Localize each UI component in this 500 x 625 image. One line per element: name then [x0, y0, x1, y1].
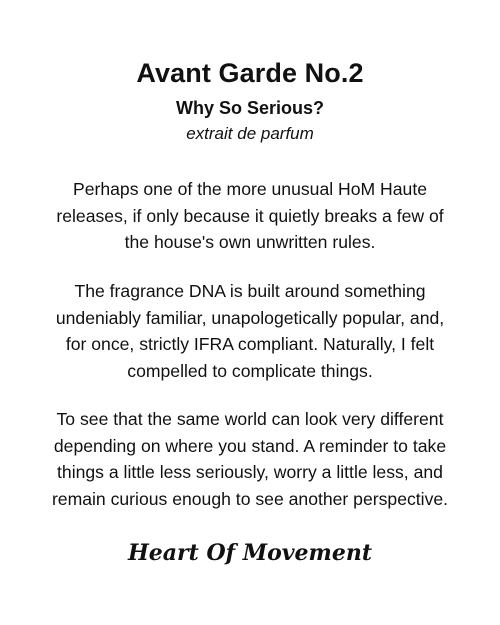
- paragraph-line: releases, if only because it quietly breaks a few of: [56, 205, 444, 226]
- description-paragraph-3: [30, 406, 470, 512]
- product-title: Avant Garde No.2: [136, 58, 364, 88]
- paragraph-line: for once, strictly IFRA compliant. Naturally, I felt: [65, 334, 435, 354]
- product-subtitle: Why So Serious?: [175, 98, 325, 118]
- paragraph-line: compelled to complicate things.: [127, 360, 373, 381]
- brand-signature: Heart Of Movement: [128, 540, 372, 566]
- paragraph-line: undeniably familiar, unapologetically popular, and,: [55, 307, 445, 328]
- product-type: extrait de parfum: [186, 124, 314, 143]
- paragraph-line: the house's own unwritten rules.: [124, 232, 376, 252]
- paragraph-line: The fragrance DNA is built around something: [74, 281, 426, 301]
- paragraph-line: things a little less seriously, worry a little less, and: [57, 462, 443, 482]
- paragraph-line: To see that the same world can look very different: [56, 409, 444, 429]
- paragraph-line: Perhaps one of the more unusual HoM Haute: [72, 179, 428, 199]
- description-paragraph-1: [30, 176, 470, 256]
- description-paragraph-2: [30, 278, 470, 384]
- paragraph-line: remain curious enough to see another perspective.: [51, 488, 449, 509]
- paragraph-line: depending on where you stand. A reminder to take: [53, 435, 447, 456]
